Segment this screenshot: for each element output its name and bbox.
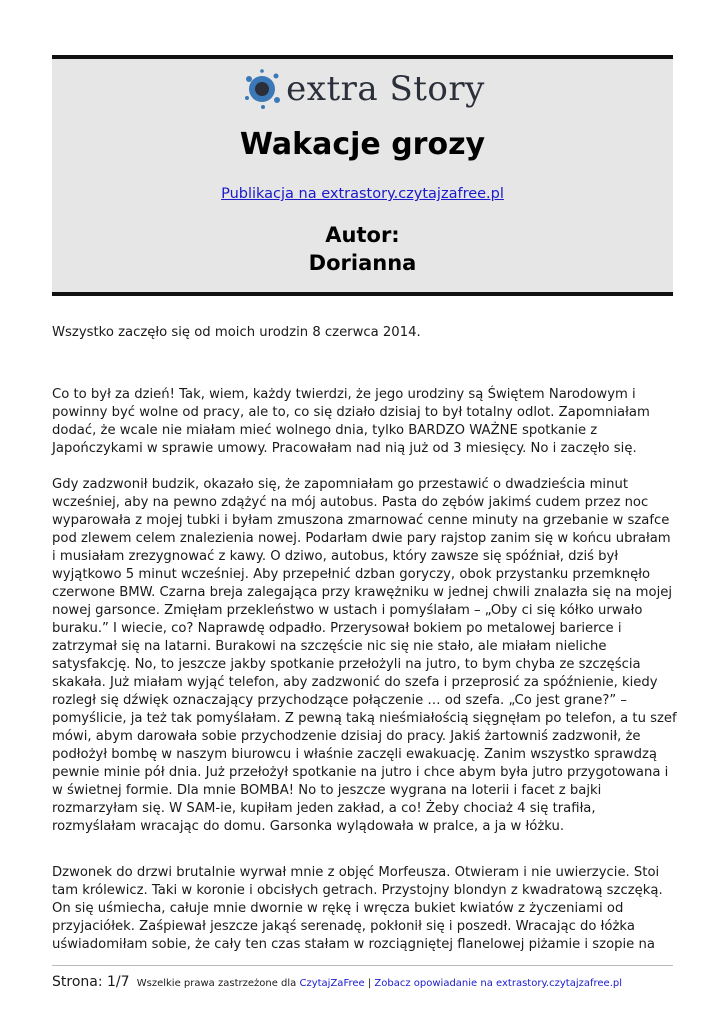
story-paragraph-3: Dzwonek do drzwi brutalnie wyrwał mnie z objęć Morfeusza. Otwieram i nie uwierzycie. Stoi tam królewicz. Taki w koronie i obcisłych getrach. Przystojny blondyn z kwadratową szczęką. On się uśmiecha, całuje mnie dwornie w rękę i wręcza bukiet kwiatów z życzeniami od przyjaciółek. Zaśpiewał jeszcze jakąś serenadę, pokłonił się i poszedł. Wracając do łóżka uświadomiłam sobie, że cały ten czas stałam w rozciągniętej flanelowej piżamie i szopie na	[52, 865, 663, 952]
story-intro: Wszystko zaczęło się od moich urodzin 8 czerwca 2014.	[52, 325, 421, 340]
site-logo	[52, 65, 673, 113]
publication-link[interactable]: Publikacja na extrastory.czytajzafree.pl	[221, 186, 504, 202]
story-body	[52, 324, 677, 854]
story-paragraph-2: Gdy zadzwonił budzik, okazało się, że zapomniałam go przestawić o dwadzieścia minut wcześniej, aby na pewno zdążyć na mój autobus. Pasta do zębów jakimś cudem przez noc wyparowała z mojej tubki i byłam zmuszona zmarnować cenne minuty na grzebanie w szafce pod zlewem celem znalezienia nowej. Podarłam dwie pary rajstop zanim się w końcu ubrałam i musiałam zrezygnować z kawy. O dziwo, autobus, który zawsze się spóźniał, dziś był wyjątkowo 5 minut wcześniej. Aby przepełnić dzban goryczy, obok przystanku przemknęło czerwone BMW. Czarna breja zalegająca przy krawężniku w jednej chwili znalazła się na mojej nowej garsonce. Zmięłam przekleństwo w ustach i pomyślałam – „Oby ci się kółko urwało buraku.” I wiecie, co? Naprawdę odpadło. Przerysował bokiem po metalowej barierce i zatrzymał się na latarni. Burakowi na szczęście nic się nie stało, ale miałam nieliche satysfakcję. No, to jeszcze jakby spotkanie przełożyli na jutro, to bym chyba ze szczęścia skakała. Już miałam wyjąć telefon, aby zadzwonić do szefa i przeprosić za spóźnienie, kiedy rozległ się dźwięk oznaczający przychodzące połączenie … od szefa. „Co jest grane?” – pomyślicie, ja też tak pomyślałam. Z pewną taką nieśmiałością sięgnęłam po telefon, a tu szef mówi, abym darowała sobie przychodzenie dzisiaj do pracy. Jakiś żartowniś zadzwonił, że podłożył bombę w naszym biurowcu i właśnie zaczęli ewakuację. Zanim wszystko sprawdzą pewnie minie pół dnia. Już przełożył spotkanie na jutro i chce abym była jutro przygotowana i w świetnej formie. Dla mnie BOMBA! No to jeszcze wygrana na loterii i facet z bajki rozmarzyłam się. W SAM-ie, kupiłam jeden zakład, a co! Żeby chociaż 4 się trafiła, rozmyślałam wracając do domu. Garsonka wylądowała w pralce, a ja w łóżku.	[52, 477, 677, 834]
author-name: Dorianna	[308, 251, 417, 275]
footer-separator: |	[367, 978, 372, 989]
page-footer	[52, 974, 677, 990]
logo-text: extra Story	[286, 69, 485, 109]
publication-link-wrapper	[52, 186, 673, 202]
story-title: Wakacje grozy	[239, 127, 486, 162]
document-header	[52, 55, 673, 296]
story-link[interactable]: Zobacz opowiadanie na extrastory.czytajzafree.pl	[374, 978, 623, 989]
page-number: Strona: 1/7	[52, 974, 130, 990]
author-label: Autor:	[325, 223, 400, 247]
rights-text: Wszelkie prawa zastrzeżone dla	[136, 978, 297, 989]
story-paragraph-1: Co to był za dzień! Tak, wiem, każdy twierdzi, że jego urodziny są Świętem Narodowym i powinny być wolne od pracy, ale to, co się działo dzisiaj to był totalny odlot. Zapomniałam dodać, że wcale nie miałam mieć wolnego dnia, tylko BARDZO WAŻNE spotkanie z Japończykami w sprawie umowy. Pracowałam nad nią już od 3 miesięcy. No i zaczęło się.	[52, 387, 650, 456]
footer-divider	[52, 965, 673, 966]
splash-logo-icon	[240, 67, 284, 111]
story-paragraph-3-container	[52, 864, 677, 959]
site-link[interactable]: CzytajZaFree	[299, 978, 365, 989]
